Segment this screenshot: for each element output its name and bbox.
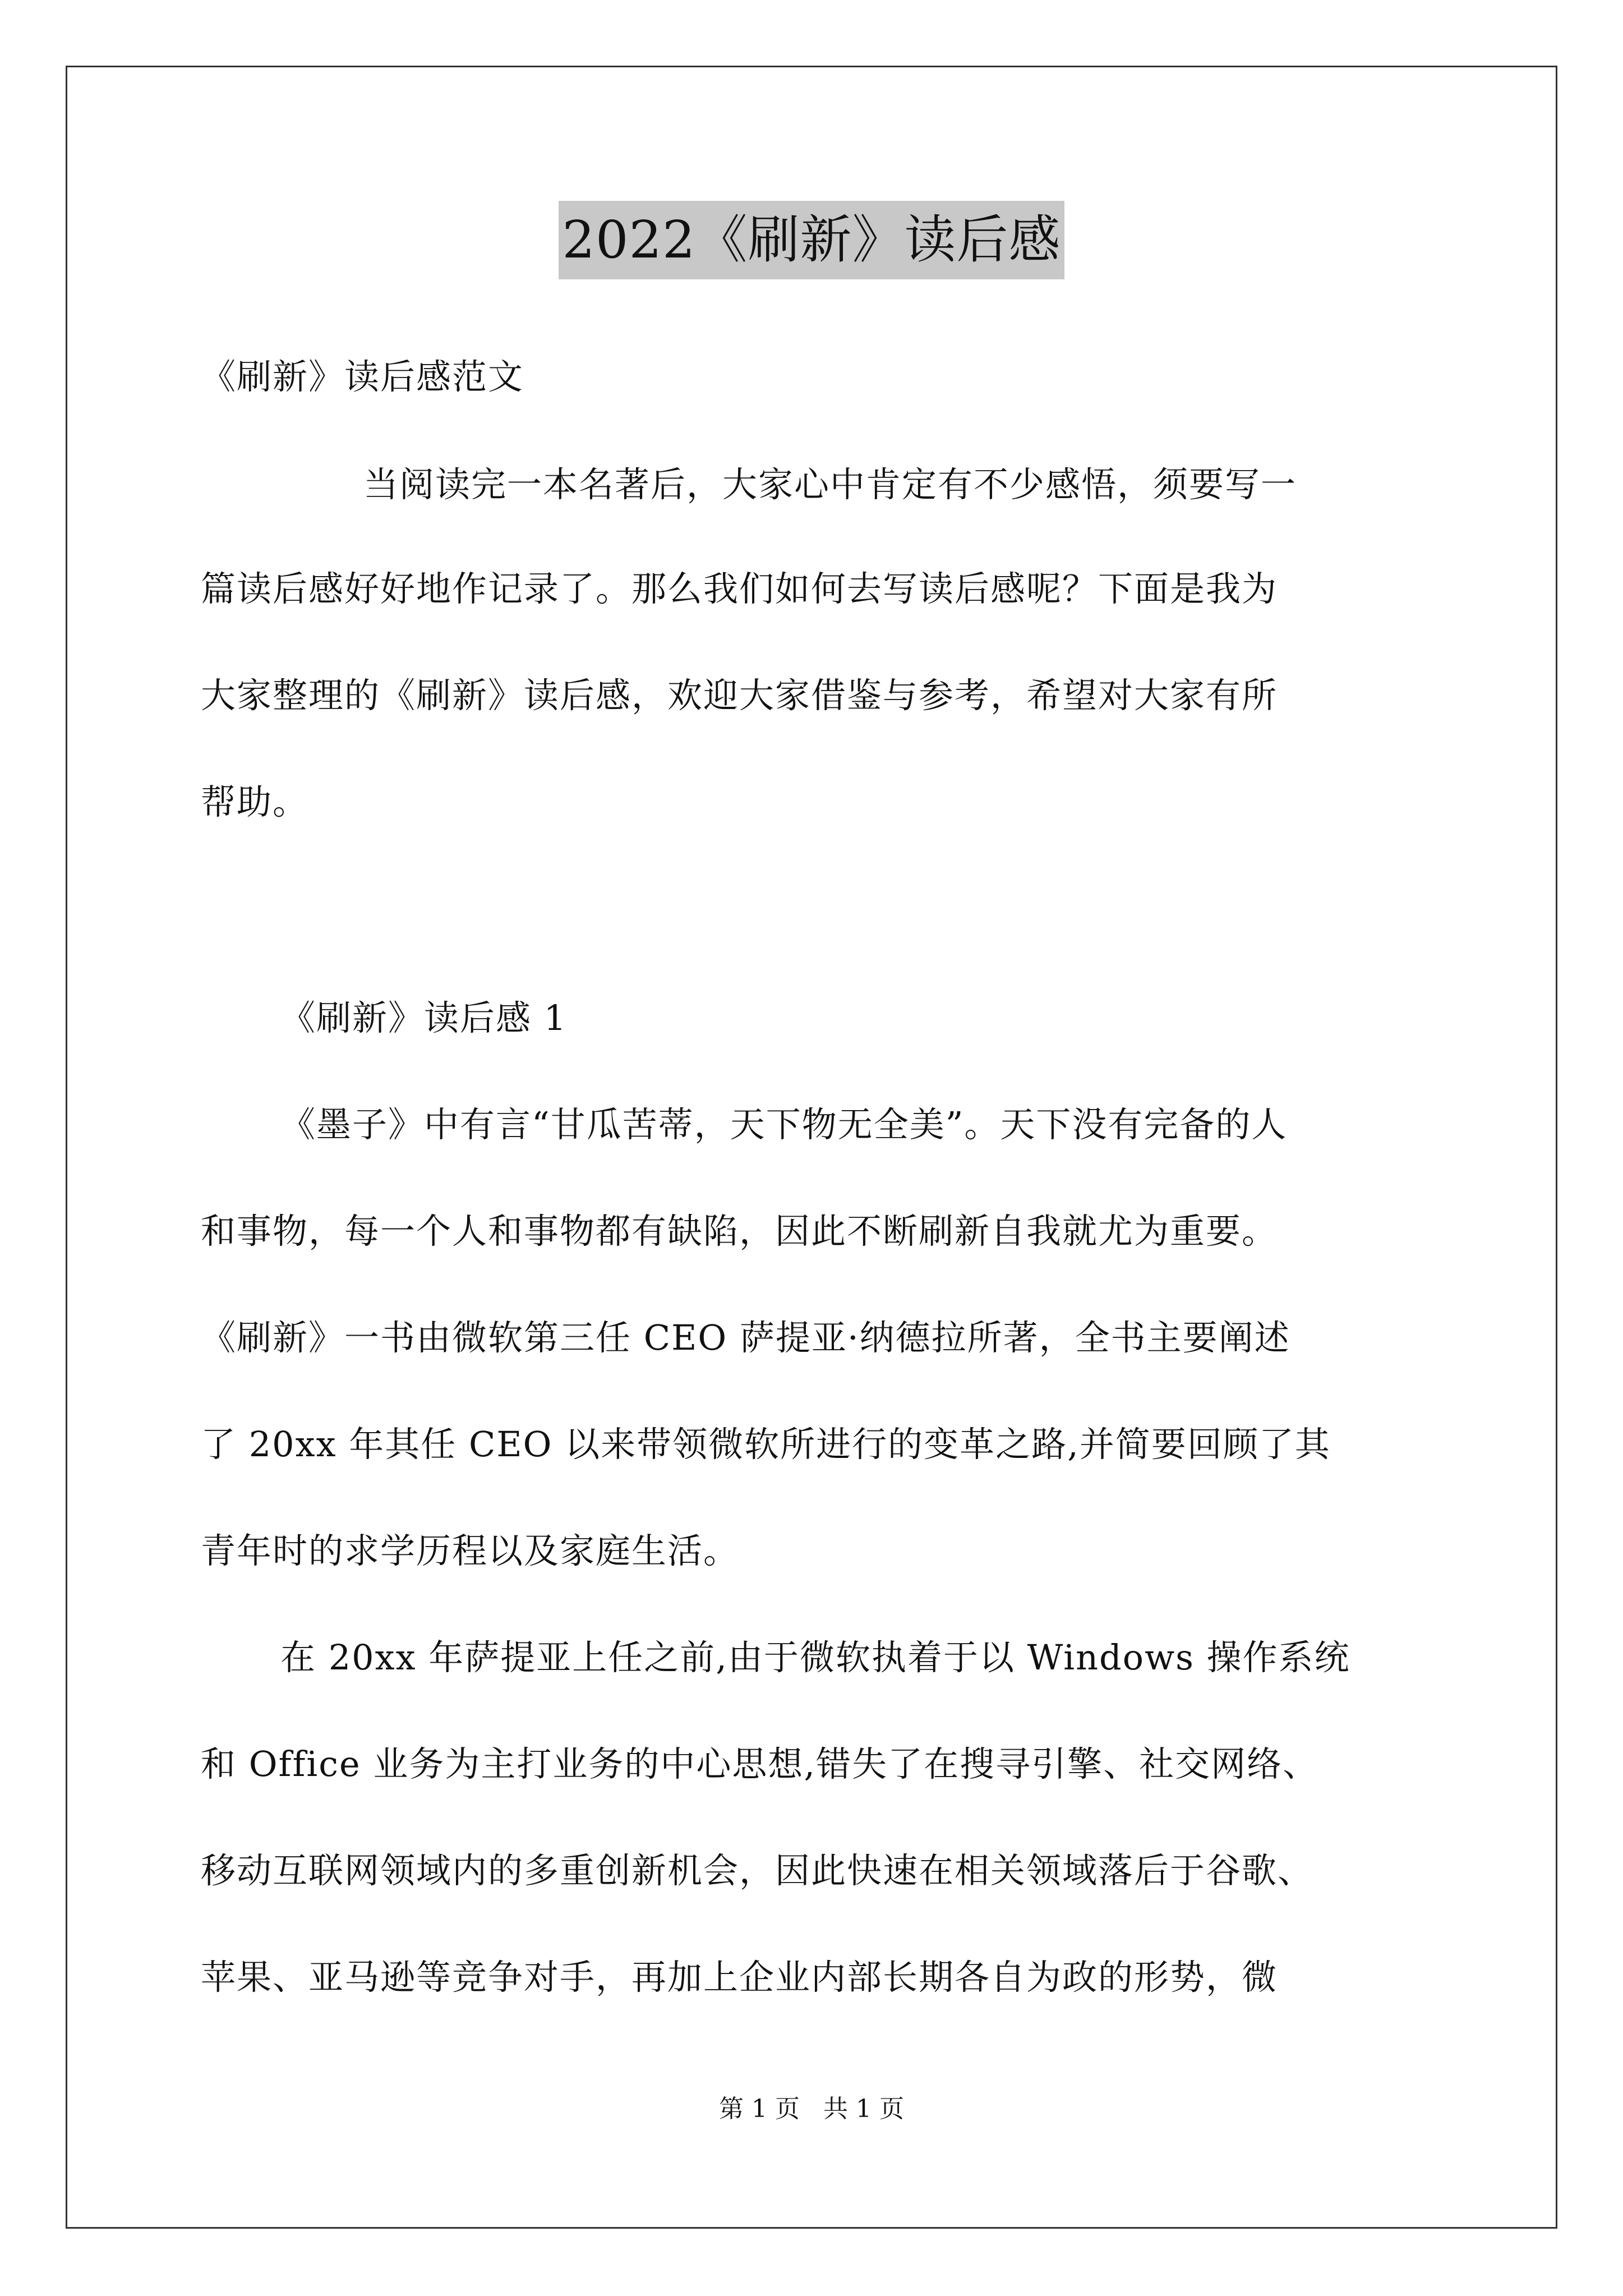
paragraph2-line-3: 移动互联网领域内的多重创新机会，因此快速在相关领域落后于谷歌、 [201,1850,1314,1891]
paragraph2-line-2: 和 Office 业务为主打业务的中心思想,错失了在搜寻引擎、社交网络、 [201,1743,1319,1784]
intro-line-2: 篇读后感好好地作记录了。那么我们如何去写读后感呢？下面是我为 [201,568,1278,609]
intro-line-3: 大家整理的《刷新》读后感，欢迎大家借鉴与参考，希望对大家有所 [201,675,1278,716]
intro-line-1: 当阅读完一本名著后，大家心中肯定有不少感悟，须要写一 [363,464,1297,505]
intro-line-4: 帮助。 [201,781,309,822]
paragraph2-line-4: 苹果、亚马逊等竞争对手，再加上企业内部长期各自为政的形势，微 [201,1957,1278,1998]
paragraph1-line-2: 和事物，每一个人和事物都有缺陷，因此不断刷新自我就尤为重要。 [201,1211,1278,1251]
section-heading: 《刷新》读后感 1 [280,997,568,1038]
title-container [0,201,1623,279]
subtitle: 《刷新》读后感范文 [201,356,524,397]
paragraph1-line-4: 了 20xx 年其任 CEO 以来带领微软所进行的变革之路,并简要回顾了其 [201,1424,1331,1465]
page-footer: 第 1 页 共 1 页 [719,2095,904,2123]
paragraph1-line-5: 青年时的求学历程以及家庭生活。 [201,1530,740,1571]
document-title: 2022《刷新》读后感 [559,201,1064,279]
paragraph1-line-1: 《墨子》中有言“甘瓜苦蒂，天下物无全美”。天下没有完备的人 [280,1104,1288,1145]
paragraph2-line-1: 在 20xx 年萨提亚上任之前,由于微软执着于以 Windows 操作系统 [280,1637,1350,1678]
paragraph1-line-3: 《刷新》一书由微软第三任 CEO 萨提亚·纳德拉所著，全书主要阐述 [201,1317,1290,1358]
